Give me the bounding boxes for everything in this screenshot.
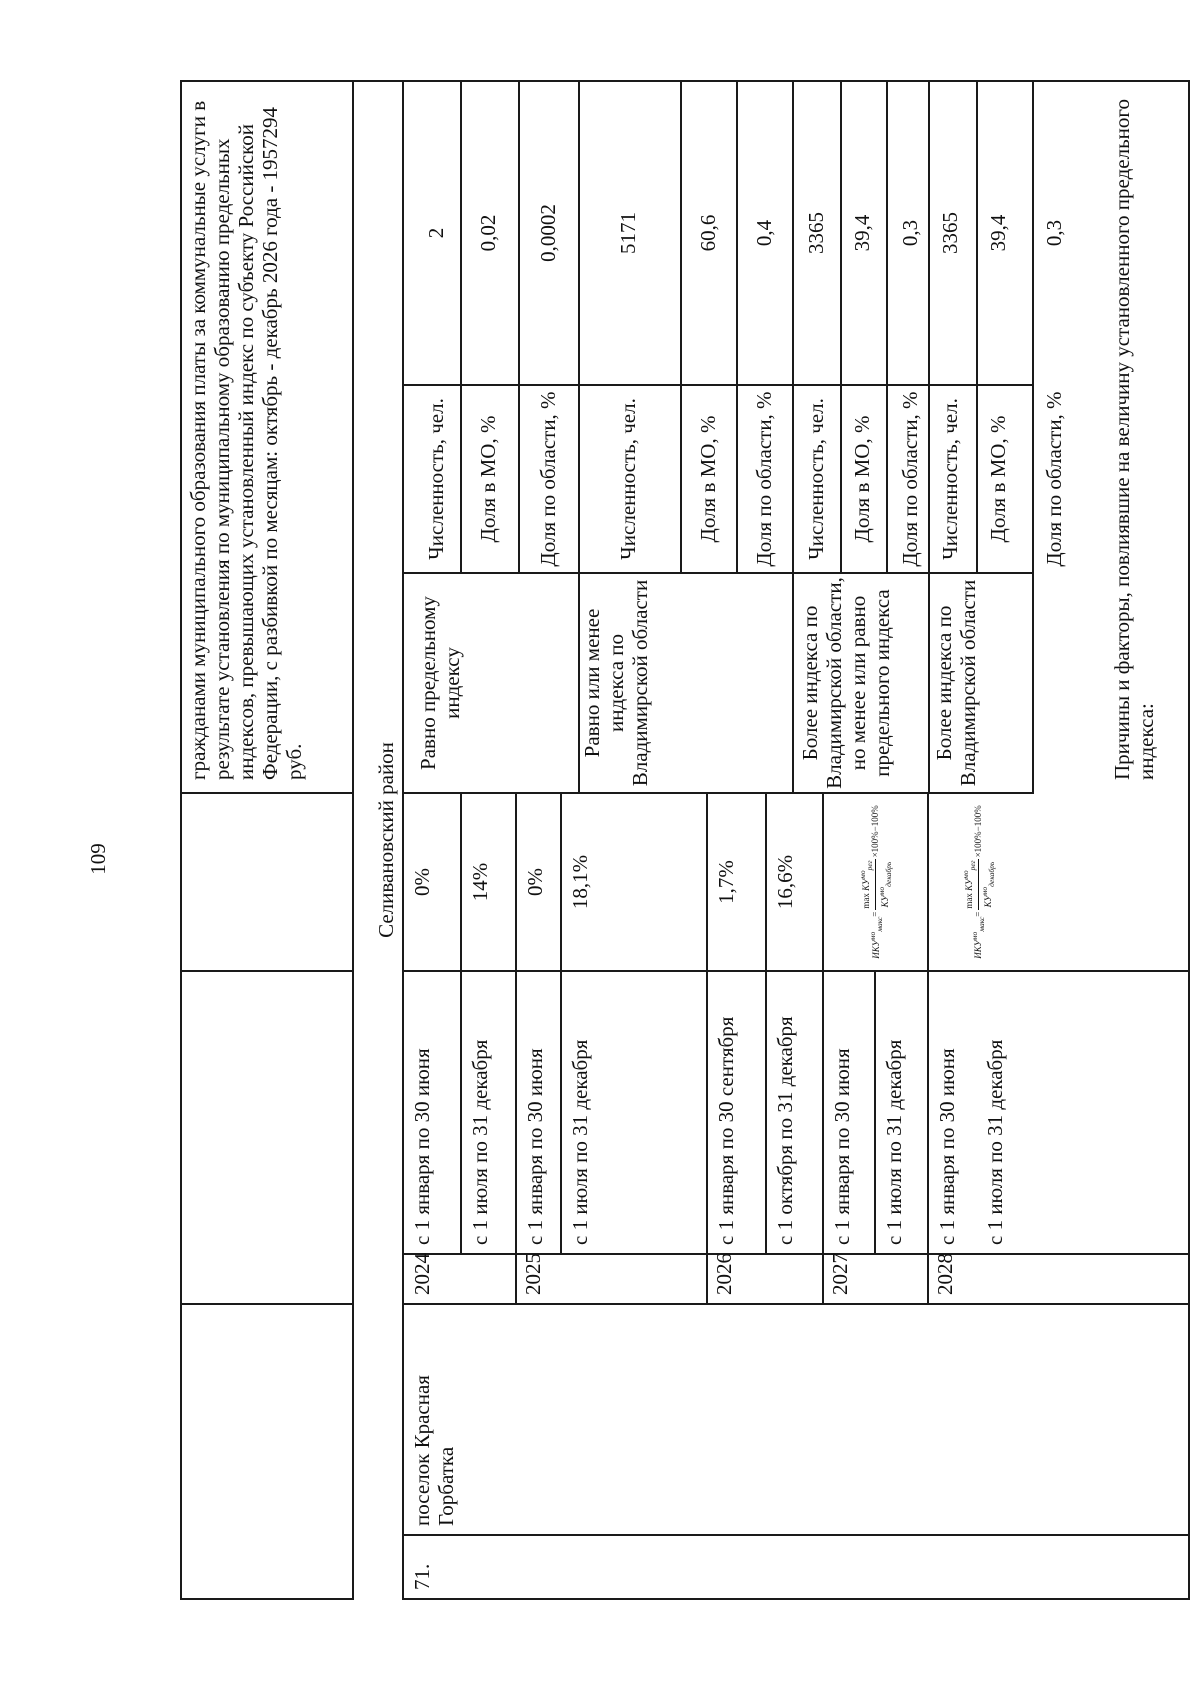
year-2024: 2024 <box>410 1253 434 1295</box>
value-8: 39,4 <box>850 214 874 252</box>
rule-v-2 <box>180 970 352 972</box>
district-label: Селивановский район <box>374 742 398 938</box>
entry-number: 71. <box>410 1563 434 1590</box>
metric-11: Доля в МО, % <box>986 415 1010 543</box>
value-6: 0,4 <box>752 219 776 247</box>
year-2026: 2026 <box>712 1253 736 1295</box>
category-between: Более индекса по Владимирской области, но менее или равно предельного индекса <box>798 577 894 789</box>
metric-9: Доля по области, % <box>898 391 922 567</box>
period-2027-2: с 1 июля по 31 декабря <box>882 1039 906 1245</box>
year-2025: 2025 <box>521 1253 545 1295</box>
value-10: 3365 <box>938 212 962 254</box>
header-text: гражданами муниципального образования платы за коммунальные услуги в результате установления по муниципальному образованию предельных индексов, превышающих установленный индекс по субъекту Российской Федерации, с разбивкой по месяцам: октябрь - декабрь 2026 года - 1957294 руб. <box>186 100 306 780</box>
formula-left: $ИКУ^{мо}_{макс}$ <box>970 916 986 959</box>
rule-m-10 <box>976 82 978 574</box>
metric-7: Численность, чел. <box>804 398 828 560</box>
rule-v-1b <box>402 1303 1190 1305</box>
value-1: 2 <box>424 227 448 239</box>
rule-m-5 <box>736 82 738 574</box>
value-9: 0,3 <box>898 219 922 247</box>
value-12: 0,3 <box>1042 219 1066 247</box>
rule-v-right <box>180 80 1190 82</box>
rule-cat-3 <box>792 82 794 794</box>
year-2028: 2028 <box>933 1253 957 1295</box>
category-above-regional: Более индекса по Владимирской области <box>932 579 980 787</box>
rule-metrics-bottom <box>1032 82 1034 794</box>
period-2028-1: с 1 января по 30 июня <box>935 1048 959 1245</box>
category-le-regional: Равно или менее индекса по Владимирской области <box>580 579 652 787</box>
index-2026-1: 1,7% <box>714 860 738 904</box>
period-2024-2: с 1 июля по 31 декабря <box>468 1039 492 1245</box>
metric-6: Доля по области, % <box>752 391 776 567</box>
rule-m-7 <box>840 82 842 574</box>
metric-3: Доля по области, % <box>536 391 560 567</box>
page-number: 109 <box>86 843 110 875</box>
metric-2: Доля в МО, % <box>476 415 500 543</box>
reasons-text: Причины и факторы, повлиявшие на величину установленного предельного индекса: <box>1110 99 1158 780</box>
index-2026-2: 16,6% <box>773 854 797 910</box>
metric-5: Доля в МО, % <box>696 415 720 543</box>
rule-bottom <box>1188 80 1190 1600</box>
year-2027: 2027 <box>828 1253 852 1295</box>
metric-10: Численность, чел. <box>938 398 962 560</box>
rotated-table <box>180 80 1190 1600</box>
index-2025-1: 0% <box>523 868 547 896</box>
formula-2027: $ИКУ^{мо}_{макс}$ = $\max КУ^{мо}_{рег}$ $КУ^{мо}_{декабрь}$ ×100%−100% <box>858 805 893 959</box>
rule-v-0 <box>180 1598 352 1600</box>
metric-4: Численность, чел. <box>616 398 640 560</box>
formula-2028: $ИКУ^{мо}_{макс}$ = $\max КУ^{мо}_{рег}$ $КУ^{мо}_{декабрь}$ ×100%−100% <box>960 805 996 959</box>
formula-fraction: $\max КУ^{мо}_{рег}$ $КУ^{мо}_{декабрь}$ <box>960 860 996 909</box>
metric-8: Доля в МО, % <box>850 415 874 543</box>
rule-top <box>180 80 182 1600</box>
metric-1: Численность, чел. <box>424 398 448 560</box>
period-2027-1: с 1 января по 30 июня <box>830 1048 854 1245</box>
rule-header-bottom <box>352 80 354 1600</box>
rule-v-3 <box>180 792 352 794</box>
value-2: 0,02 <box>476 214 500 252</box>
rule-m-2 <box>518 82 520 574</box>
metric-12: Доля по области, % <box>1042 391 1066 567</box>
formula-left: $ИКУ^{мо}_{макс}$ <box>867 916 884 959</box>
formula-fraction: $\max КУ^{мо}_{рег}$ $КУ^{мо}_{декабрь}$ <box>858 860 893 909</box>
rule-cat-2 <box>578 82 580 794</box>
rule-cat-4 <box>928 82 930 794</box>
index-2024-2: 14% <box>468 862 492 902</box>
value-5: 60,6 <box>696 214 720 252</box>
entry-name: поселок Красная Горбатка <box>410 1375 458 1526</box>
period-2025-2: с 1 июля по 31 декабря <box>568 1039 592 1245</box>
category-equal-limit: Равно предельному индексу <box>416 596 464 770</box>
value-7: 3365 <box>804 212 828 254</box>
period-2026-2: с 1 октября по 31 декабря <box>773 1016 797 1245</box>
period-2026-1: с 1 января по 30 сентября <box>714 1016 738 1245</box>
rule-m-8 <box>886 82 888 574</box>
value-11: 39,4 <box>986 214 1010 252</box>
period-2024-1: с 1 января по 30 июня <box>410 1048 434 1245</box>
rule-v-1 <box>180 1303 352 1305</box>
rule-v-0b <box>402 1598 1190 1600</box>
value-3: 0,0002 <box>536 204 560 262</box>
rule-v-num <box>402 1534 1190 1536</box>
rule-m-1 <box>460 82 462 574</box>
period-2025-1: с 1 января по 30 июня <box>523 1048 547 1245</box>
value-4: 5171 <box>616 212 640 254</box>
index-2025-2: 18,1% <box>568 854 592 910</box>
rule-m-4 <box>680 82 682 574</box>
index-2024-1: 0% <box>410 868 434 896</box>
period-2028-2: с 1 июля по 31 декабря <box>983 1039 1007 1245</box>
